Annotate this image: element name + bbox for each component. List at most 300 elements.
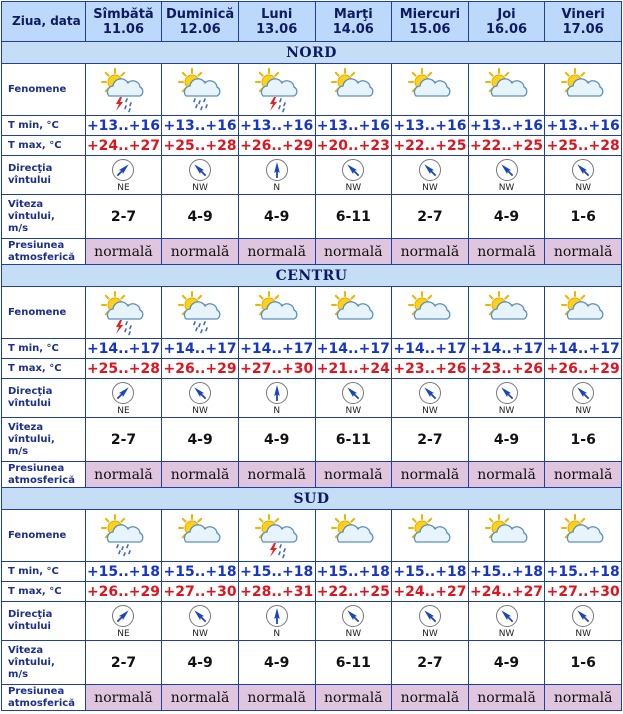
wind-direction-label: N [273, 182, 281, 193]
day-name: Vineri [561, 6, 605, 22]
wind-direction [469, 381, 545, 416]
tmax-value: +24..+27 [86, 137, 160, 154]
pres-row [2, 462, 622, 488]
fen-cell [85, 64, 162, 116]
tmin-row [2, 562, 622, 582]
day-date: 12.06 [179, 21, 221, 37]
vit-row [2, 641, 622, 685]
fen-cell [85, 287, 162, 339]
dir-cell [315, 602, 392, 641]
tmax-value: +22..+25 [316, 583, 390, 600]
phenomena-label [2, 287, 86, 339]
row-label-line: T min, °C [8, 565, 59, 577]
day-header [468, 2, 545, 42]
day-header [315, 2, 392, 42]
pressure-value: normală [85, 239, 162, 265]
wind-speed-value: 4-9 [468, 641, 545, 685]
pressure-label [2, 239, 86, 265]
fen-cell [85, 510, 162, 562]
dir-cell [162, 379, 239, 418]
region-title: CENTRU [2, 265, 622, 287]
wind-arrow-icon [418, 381, 442, 405]
dir-cell [545, 602, 622, 641]
fen-cell [545, 64, 622, 116]
sun-cloud-thunder-rain-icon [100, 290, 146, 336]
day-date: 11.06 [102, 21, 145, 37]
fen-cell [238, 510, 315, 562]
wind-arrow-icon [571, 158, 595, 182]
pressure-label [2, 685, 86, 711]
wind-direction-label: NW [345, 182, 362, 193]
header-row [2, 2, 622, 42]
row-label-line: m/s [8, 445, 29, 457]
day-date: 13.06 [256, 21, 298, 37]
fen-row [2, 287, 622, 339]
row-label-line: m/s [8, 668, 29, 680]
wind-speed-value: 6-11 [315, 641, 392, 685]
wind-direction [162, 604, 238, 639]
wind-direction [86, 381, 162, 416]
sun-cloud-icon [484, 290, 530, 336]
fen-cell [468, 64, 545, 116]
dir-cell [392, 156, 469, 195]
fen-cell [392, 510, 469, 562]
dir-cell [162, 602, 239, 641]
tmax-value: +27..+30 [546, 583, 620, 600]
sun-cloud-thunder-rain-icon [254, 67, 300, 113]
row-label-line: Fenomene [8, 306, 67, 318]
day-name: Miercuri [399, 6, 461, 22]
dir-row [2, 379, 622, 418]
wind-direction [239, 604, 315, 639]
dir-cell [238, 379, 315, 418]
row-label-line: atmosferică [8, 251, 75, 263]
fen-cell [238, 287, 315, 339]
wind-direction-label: NW [498, 182, 515, 193]
wind-speed-value: 2-7 [392, 195, 469, 239]
wind-direction-label: NW [498, 628, 515, 639]
sun-cloud-icon [407, 513, 453, 559]
wind-direction-label: N [273, 628, 281, 639]
wind-arrow-icon [188, 158, 212, 182]
wind-arrow-icon [495, 604, 519, 628]
dir-cell [85, 602, 162, 641]
tmin-value: +13..+16 [86, 117, 160, 134]
wind-direction [86, 604, 162, 639]
pressure-value: normală [545, 462, 622, 488]
day-date: 14.06 [332, 21, 374, 37]
tmax-row [2, 582, 622, 602]
wind-direction-label: NW [192, 628, 208, 639]
pressure-value: normală [468, 685, 545, 711]
wind-speed-value: 4-9 [238, 418, 315, 462]
dir-cell [315, 156, 392, 195]
fen-cell [238, 64, 315, 116]
tmin-value: +14..+17 [469, 340, 544, 357]
pressure-value: normală [545, 685, 622, 711]
wind-direction [469, 604, 545, 639]
wind-direction [392, 381, 468, 416]
wind-direction-label: NE [117, 405, 130, 416]
fen-cell [315, 64, 392, 116]
row-label-line: Presiunea [8, 685, 65, 697]
tmax-label [2, 359, 86, 379]
tmax-row [2, 359, 622, 379]
day-header [392, 2, 469, 42]
wind-arrow-icon [418, 158, 442, 182]
day-date: 16.06 [485, 21, 528, 37]
tmax-label [2, 136, 86, 156]
tmax-value: +26..+29 [163, 360, 237, 377]
wind-speed-value: 2-7 [392, 418, 469, 462]
pressure-value: normală [392, 462, 469, 488]
wind-direction [545, 158, 621, 193]
tmin-label [2, 116, 86, 136]
day-header [85, 2, 162, 42]
pres-row [2, 239, 622, 265]
phenomena-label [2, 510, 86, 562]
wind-arrow-icon [111, 604, 135, 628]
pressure-value: normală [392, 685, 469, 711]
fen-cell [468, 510, 545, 562]
wind-arrow-icon [341, 604, 365, 628]
wind-speed-value: 4-9 [162, 195, 239, 239]
tmin-value: +15..+18 [393, 563, 467, 580]
tmin-row [2, 339, 622, 359]
wind-direction-label-cell [2, 379, 86, 418]
dir-row [2, 602, 622, 641]
wind-speed-value: 4-9 [162, 418, 239, 462]
dir-row [2, 156, 622, 195]
day-header [238, 2, 315, 42]
fen-cell [545, 287, 622, 339]
wind-arrow-icon [188, 604, 212, 628]
wind-speed-value: 2-7 [85, 418, 162, 462]
wind-arrow-icon [571, 381, 595, 405]
tmin-row [2, 116, 622, 136]
wind-direction-label: N [273, 405, 281, 416]
dir-cell [468, 602, 545, 641]
day-header [545, 2, 622, 42]
pres-row [2, 685, 622, 711]
tmin-value: +15..+18 [469, 563, 544, 580]
day-date: 17.06 [562, 21, 604, 37]
tmin-value: +15..+18 [163, 563, 237, 580]
pressure-label [2, 462, 86, 488]
fen-row [2, 510, 622, 562]
wind-direction-label: NW [498, 405, 515, 416]
tmin-value: +13..+16 [393, 117, 467, 134]
wind-direction [239, 381, 315, 416]
row-label-line: vîntului, [8, 210, 55, 222]
wind-speed-value: 2-7 [85, 195, 162, 239]
dir-cell [315, 379, 392, 418]
tmin-value: +15..+18 [316, 563, 390, 580]
row-label-line: T min, °C [8, 342, 59, 354]
wind-direction [239, 158, 315, 193]
wind-direction [469, 158, 545, 193]
wind-speed-value: 1-6 [545, 195, 622, 239]
pressure-value: normală [238, 685, 315, 711]
wind-direction [86, 158, 162, 193]
sun-cloud-rain-icon [177, 290, 223, 336]
wind-direction-label: NW [575, 628, 591, 639]
pressure-value: normală [85, 462, 162, 488]
pressure-value: normală [315, 462, 392, 488]
day-name: Joi [497, 6, 516, 22]
wind-direction-label: NE [117, 628, 130, 639]
tmin-value: +14..+17 [316, 340, 390, 357]
pressure-value: normală [238, 462, 315, 488]
row-label-line: T max, °C [8, 362, 62, 374]
wind-arrow-icon [265, 604, 289, 628]
dir-cell [162, 156, 239, 195]
wind-speed-value: 1-6 [545, 641, 622, 685]
dir-cell [545, 379, 622, 418]
sun-cloud-icon [407, 290, 453, 336]
pressure-value: normală [162, 239, 239, 265]
corner-label: Ziua, data [2, 2, 86, 42]
wind-direction [162, 158, 238, 193]
row-label-line: T max, °C [8, 139, 62, 151]
phenomena-label [2, 64, 86, 116]
wind-direction [316, 158, 392, 193]
pressure-value: normală [85, 685, 162, 711]
tmin-value: +15..+18 [240, 563, 314, 580]
day-name: Duminică [165, 6, 235, 22]
row-label-line: vîntului, [8, 656, 55, 668]
row-label-line: Viteza [8, 421, 44, 433]
tmin-value: +14..+17 [240, 340, 314, 357]
sun-cloud-rain-icon [177, 67, 223, 113]
sun-cloud-icon [254, 290, 300, 336]
sun-cloud-thunder-rain-icon [254, 513, 300, 559]
row-label-line: Presiunea [8, 239, 65, 251]
dir-cell [238, 156, 315, 195]
wind-direction-label: NW [192, 182, 208, 193]
tmax-label [2, 582, 86, 602]
wind-direction-label: NW [345, 628, 362, 639]
row-label-line: vîntului [8, 398, 51, 409]
region-title: SUD [2, 488, 622, 510]
tmax-value: +24..+27 [469, 583, 544, 600]
dir-cell [238, 602, 315, 641]
wind-arrow-icon [265, 158, 289, 182]
row-label-line: Direcţia [8, 609, 53, 620]
wind-direction-label: NW [422, 405, 438, 416]
wind-speed-value: 2-7 [85, 641, 162, 685]
day-header [162, 2, 239, 42]
wind-direction-label: NE [117, 182, 130, 193]
region-title: NORD [2, 42, 622, 64]
tmin-value: +13..+16 [316, 117, 390, 134]
wind-direction-label: NW [192, 405, 208, 416]
wind-direction-label: NW [345, 405, 362, 416]
wind-direction [162, 381, 238, 416]
row-label-line: Presiunea [8, 462, 65, 474]
tmin-value: +15..+18 [546, 563, 620, 580]
dir-cell [468, 156, 545, 195]
sun-cloud-rain-icon [100, 513, 146, 559]
sun-cloud-icon [484, 67, 530, 113]
pressure-value: normală [468, 462, 545, 488]
tmax-value: +28..+31 [240, 583, 314, 600]
region-row [2, 265, 622, 287]
wind-speed-value: 4-9 [162, 641, 239, 685]
tmin-value: +14..+17 [86, 340, 160, 357]
wind-direction-label: NW [422, 182, 438, 193]
vit-row [2, 195, 622, 239]
dir-cell [85, 379, 162, 418]
row-label-line: Direcţia [8, 163, 53, 174]
row-label-line: T min, °C [8, 119, 59, 131]
wind-arrow-icon [265, 381, 289, 405]
wind-speed-value: 6-11 [315, 418, 392, 462]
wind-arrow-icon [571, 604, 595, 628]
wind-arrow-icon [418, 604, 442, 628]
wind-direction-label-cell [2, 602, 86, 641]
fen-row [2, 64, 622, 116]
wind-direction-label: NW [422, 628, 438, 639]
sun-cloud-icon [560, 513, 606, 559]
sun-cloud-icon [177, 513, 223, 559]
row-label-line: Viteza [8, 198, 44, 210]
tmax-value: +20..+23 [316, 137, 390, 154]
fen-cell [392, 287, 469, 339]
pressure-value: normală [545, 239, 622, 265]
tmax-value: +25..+28 [546, 137, 620, 154]
tmax-value: +24..+27 [393, 583, 467, 600]
tmax-value: +26..+29 [86, 583, 160, 600]
dir-cell [392, 602, 469, 641]
wind-direction [545, 604, 621, 639]
sun-cloud-icon [560, 290, 606, 336]
sun-cloud-icon [330, 290, 376, 336]
wind-speed-value: 4-9 [468, 418, 545, 462]
dir-cell [392, 379, 469, 418]
wind-arrow-icon [495, 381, 519, 405]
tmax-value: +26..+29 [546, 360, 620, 377]
tmax-row [2, 136, 622, 156]
day-name: Sîmbătă [93, 6, 154, 22]
tmax-value: +22..+25 [469, 137, 544, 154]
wind-direction [316, 381, 392, 416]
pressure-value: normală [315, 239, 392, 265]
vit-row [2, 418, 622, 462]
tmax-value: +27..+30 [240, 360, 314, 377]
row-label-line: vîntului, [8, 433, 55, 445]
wind-arrow-icon [341, 381, 365, 405]
tmin-label [2, 562, 86, 582]
tmin-value: +13..+16 [163, 117, 237, 134]
fen-cell [162, 510, 239, 562]
wind-direction [392, 158, 468, 193]
fen-cell [162, 64, 239, 116]
pressure-value: normală [468, 239, 545, 265]
fen-cell [545, 510, 622, 562]
region-row [2, 488, 622, 510]
wind-direction-label: NW [575, 405, 591, 416]
tmin-value: +15..+18 [86, 563, 160, 580]
tmax-value: +27..+30 [163, 583, 237, 600]
wind-speed-label [2, 641, 86, 685]
dir-cell [545, 156, 622, 195]
wind-speed-value: 4-9 [238, 641, 315, 685]
day-date: 15.06 [409, 21, 451, 37]
dir-cell [468, 379, 545, 418]
row-label-line: Fenomene [8, 83, 67, 95]
tmin-value: +14..+17 [546, 340, 620, 357]
fen-cell [162, 287, 239, 339]
row-label-line: m/s [8, 222, 29, 234]
tmax-value: +26..+29 [240, 137, 314, 154]
wind-speed-value: 4-9 [238, 195, 315, 239]
forecast-table [1, 1, 622, 711]
tmax-value: +25..+28 [163, 137, 237, 154]
wind-direction [316, 604, 392, 639]
row-label-line: vîntului [8, 175, 51, 186]
row-label-line: atmosferică [8, 474, 75, 486]
tmin-value: +13..+16 [546, 117, 620, 134]
row-label-line: atmosferică [8, 697, 75, 709]
tmax-value: +23..+26 [469, 360, 544, 377]
day-name: Luni [261, 6, 293, 22]
wind-arrow-icon [188, 381, 212, 405]
row-label-line: Viteza [8, 644, 44, 656]
wind-speed-value: 4-9 [468, 195, 545, 239]
wind-speed-label [2, 418, 86, 462]
pressure-value: normală [162, 685, 239, 711]
sun-cloud-icon [330, 513, 376, 559]
pressure-value: normală [162, 462, 239, 488]
wind-direction-label-cell [2, 156, 86, 195]
pressure-value: normală [315, 685, 392, 711]
fen-cell [392, 64, 469, 116]
pressure-value: normală [392, 239, 469, 265]
dir-cell [85, 156, 162, 195]
wind-speed-value: 6-11 [315, 195, 392, 239]
wind-speed-value: 1-6 [545, 418, 622, 462]
tmax-value: +21..+24 [316, 360, 390, 377]
wind-arrow-icon [495, 158, 519, 182]
sun-cloud-icon [330, 67, 376, 113]
wind-speed-value: 2-7 [392, 641, 469, 685]
tmin-label [2, 339, 86, 359]
tmin-value: +13..+16 [469, 117, 544, 134]
tmin-value: +13..+16 [240, 117, 314, 134]
row-label-line: vîntului [8, 621, 51, 632]
fen-cell [468, 287, 545, 339]
wind-direction [392, 604, 468, 639]
sun-cloud-icon [484, 513, 530, 559]
fen-cell [315, 510, 392, 562]
region-row [2, 42, 622, 64]
wind-arrow-icon [341, 158, 365, 182]
wind-arrow-icon [111, 381, 135, 405]
sun-cloud-icon [560, 67, 606, 113]
pressure-value: normală [238, 239, 315, 265]
tmin-value: +14..+17 [163, 340, 237, 357]
wind-speed-label [2, 195, 86, 239]
tmin-value: +14..+17 [393, 340, 467, 357]
tmax-value: +23..+26 [393, 360, 467, 377]
row-label-line: T max, °C [8, 585, 62, 597]
wind-direction-label: NW [575, 182, 591, 193]
sun-cloud-thunder-rain-icon [100, 67, 146, 113]
row-label-line: Fenomene [8, 529, 67, 541]
tmax-value: +22..+25 [393, 137, 467, 154]
fen-cell [315, 287, 392, 339]
